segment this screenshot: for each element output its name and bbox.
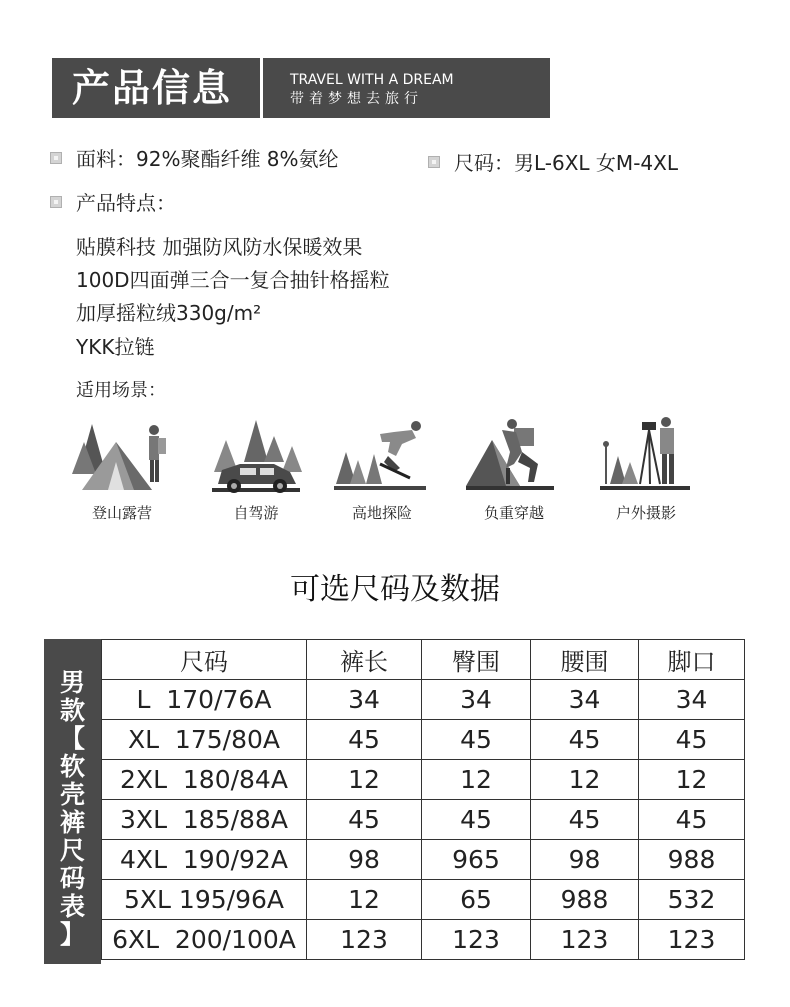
scene-caption: 自驾游 — [233, 504, 279, 522]
fabric-info: 面料：92%聚酯纤维 8%氨纶 — [76, 147, 339, 171]
side-label-char: 尺 — [59, 836, 85, 865]
scene-photography — [594, 412, 698, 532]
cell-hem: 34 — [639, 680, 745, 720]
cell-size: 4XL 190/92A — [102, 840, 307, 880]
cell-hem: 988 — [639, 840, 745, 880]
cell-length: 12 — [307, 880, 422, 920]
cell-size: 3XL 185/88A — [102, 800, 307, 840]
cell-hem: 532 — [639, 880, 745, 920]
cell-waist: 988 — [531, 880, 639, 920]
scene-caption: 负重穿越 — [483, 504, 544, 522]
cell-hip: 965 — [422, 840, 531, 880]
scene-trekking — [462, 412, 566, 532]
side-label-char: 款 — [59, 696, 85, 725]
side-label-char: 】 — [59, 920, 85, 949]
cell-hip: 65 — [422, 880, 531, 920]
header-waist: 腰围 — [531, 640, 639, 680]
cell-hem: 45 — [639, 800, 745, 840]
scene-caption: 户外摄影 — [615, 504, 676, 522]
cell-hip: 34 — [422, 680, 531, 720]
cell-waist: 98 — [531, 840, 639, 880]
side-label-char: 表 — [59, 892, 85, 921]
side-label-char: 码 — [59, 864, 85, 893]
scene-caption: 高地探险 — [351, 504, 412, 522]
cell-waist: 45 — [531, 800, 639, 840]
cell-hip: 123 — [422, 920, 531, 960]
table-row — [102, 840, 745, 880]
features-label: 产品特点： — [76, 191, 176, 215]
size-info: 尺码：男L-6XL 女M-4XL — [454, 151, 678, 175]
scene-roadtrip — [204, 412, 308, 532]
cell-length: 123 — [307, 920, 422, 960]
banner-slogan-cn: 带着梦想去旅行 — [290, 91, 423, 107]
tent-hiker-icon — [70, 412, 174, 497]
cell-length: 98 — [307, 840, 422, 880]
cell-hem: 123 — [639, 920, 745, 960]
size-chart-side-label — [44, 639, 101, 964]
size-table — [101, 639, 745, 960]
side-label-char: 男 — [59, 668, 85, 697]
cell-waist: 34 — [531, 680, 639, 720]
side-label-text — [44, 639, 101, 949]
feature-line: 加厚摇粒绒330g/m² — [76, 301, 262, 325]
cell-hip: 12 — [422, 760, 531, 800]
banner-divider — [260, 58, 263, 118]
cell-size: 6XL 200/100A — [102, 920, 307, 960]
header-length: 裤长 — [307, 640, 422, 680]
header-banner — [52, 58, 550, 118]
scene-adventure — [330, 412, 434, 532]
photographer-icon — [594, 412, 698, 497]
banner-slogan-en: TRAVEL WITH A DREAM — [290, 72, 454, 88]
cell-length: 45 — [307, 720, 422, 760]
cell-size: XL 175/80A — [102, 720, 307, 760]
table-row — [102, 680, 745, 720]
scene-camping — [70, 412, 174, 532]
cell-length: 12 — [307, 760, 422, 800]
cell-waist: 45 — [531, 720, 639, 760]
cell-length: 45 — [307, 800, 422, 840]
cell-size: L 170/76A — [102, 680, 307, 720]
table-row — [102, 720, 745, 760]
skier-icon — [330, 412, 434, 497]
table-row — [102, 880, 745, 920]
size-chart-title: 可选尺码及数据 — [290, 572, 500, 607]
cell-hip: 45 — [422, 720, 531, 760]
side-label-char: 软 — [59, 752, 85, 781]
banner-title: 产品信息 — [72, 66, 233, 110]
header-hem: 脚口 — [639, 640, 745, 680]
cell-size: 5XL 195/96A — [102, 880, 307, 920]
cell-hem: 45 — [639, 720, 745, 760]
bullet-icon — [428, 156, 440, 168]
bullet-icon — [50, 196, 62, 208]
cell-waist: 12 — [531, 760, 639, 800]
cell-hem: 12 — [639, 760, 745, 800]
table-row — [102, 760, 745, 800]
bullet-icon — [50, 152, 62, 164]
scenes-label: 适用场景： — [76, 380, 166, 401]
car-icon — [204, 412, 308, 497]
table-row — [102, 920, 745, 960]
header-size: 尺码 — [102, 640, 307, 680]
side-label-char: 裤 — [59, 808, 85, 837]
feature-line: 贴膜科技 加强防风防水保暖效果 — [76, 235, 363, 259]
cell-size: 2XL 180/84A — [102, 760, 307, 800]
side-label-char: 【 — [59, 724, 85, 753]
side-label-char: 壳 — [59, 780, 85, 809]
feature-line: 100D四面弹三合一复合抽针格摇粒 — [76, 268, 390, 292]
cell-hip: 45 — [422, 800, 531, 840]
table-row — [102, 800, 745, 840]
header-hip: 臀围 — [422, 640, 531, 680]
table-header-row — [102, 640, 745, 680]
cell-length: 34 — [307, 680, 422, 720]
backpacker-icon — [462, 412, 566, 497]
scene-caption: 登山露营 — [91, 504, 152, 522]
feature-line: YKK拉链 — [76, 335, 155, 359]
cell-waist: 123 — [531, 920, 639, 960]
